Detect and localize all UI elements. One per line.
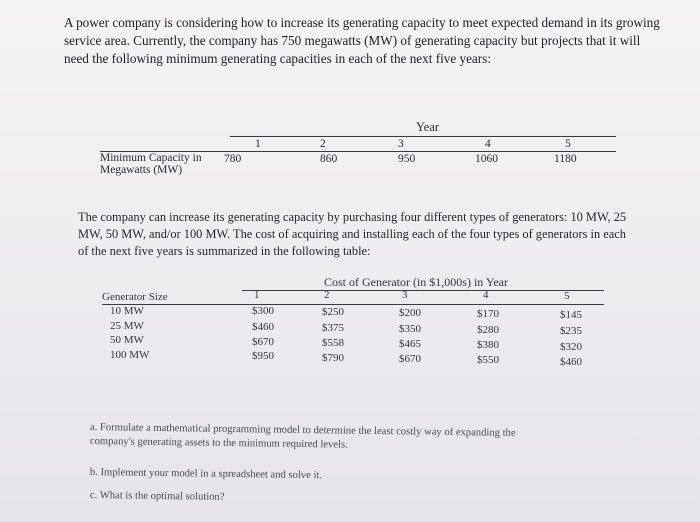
cost-cell: $280 [477,324,499,336]
year-cell: 5 [564,290,570,302]
size-cell: 10 MW [110,305,144,317]
year-cell: 3 [402,289,408,301]
cost-cell: $235 [560,325,582,337]
question-a-line1: a. Formulate a mathematical programming model to determine the least costly way of expanding the [89,422,516,439]
size-cell: 100 MW [110,349,150,361]
cost-cell: $320 [560,341,582,353]
size-cell: 50 MW [110,334,144,346]
intro-paragraph: A power company is considering how to increase its generating capacity to meet expected demand in its growing service area. Currently, the company has 750 megawatts (MW) of generating capacity but projects that it will need the following minimum generating capacities in each of the next five years: [64,15,660,66]
cost-table-title: Cost of Generator (in $1,000s) in Year [324,275,508,289]
row-label: Minimum Capacity in Megawatts (MW) [100,152,202,176]
size-cell: 25 MW [110,320,144,332]
generator-paragraph: The company can increase its generating capacity by purchasing four different types of generators: 10 MW, 25 MW, 50 MW, and/or 100 MW. The cost of acquiring and installing each of the four types of generators in each of the next five years is summarized in the following table: [78,210,627,258]
year-cell: 1 [254,289,260,301]
cost-cell: $550 [477,354,499,366]
year-cell: 2 [324,289,330,301]
year-cell: 5 [565,138,571,150]
cost-cell: $558 [322,337,344,349]
size-header: Generator Size [102,291,168,303]
cost-cell: $375 [322,322,344,334]
cost-cell: $460 [560,356,582,368]
cost-cell: $145 [560,309,582,321]
year-cell: 1 [255,138,261,150]
question-a-line2: company's generating assets to the minimum required levels. [89,436,348,451]
table-rule [230,136,616,137]
year-cell: 2 [320,138,326,150]
year-cell: 4 [485,138,491,150]
table-rule [102,304,604,305]
cost-cell: $950 [252,350,274,362]
capacity-value: 860 [320,153,338,165]
question-b: b. Implement your model in a spreadsheet and solve it. [89,467,323,482]
cost-cell: $465 [399,338,421,350]
year-cell: 4 [483,289,489,301]
cost-cell: $460 [252,321,274,333]
cost-cell: $790 [322,352,344,364]
cost-cell: $350 [399,323,421,335]
cost-cell: $300 [252,305,274,317]
question-c: c. What is the optimal solution? [89,490,225,503]
cost-cell: $250 [322,306,344,318]
capacity-value: 780 [224,153,242,165]
cost-cell: $670 [252,336,274,348]
capacity-value: 950 [398,153,416,165]
year-header: Year [416,120,440,134]
capacity-value: 1180 [554,153,577,165]
cost-cell: $380 [477,339,499,351]
cost-cell: $200 [399,307,421,319]
table-rule [242,290,604,291]
capacity-value: 1060 [475,153,498,165]
cost-cell: $670 [399,353,421,365]
year-cell: 3 [398,138,404,150]
cost-cell: $170 [477,308,499,320]
